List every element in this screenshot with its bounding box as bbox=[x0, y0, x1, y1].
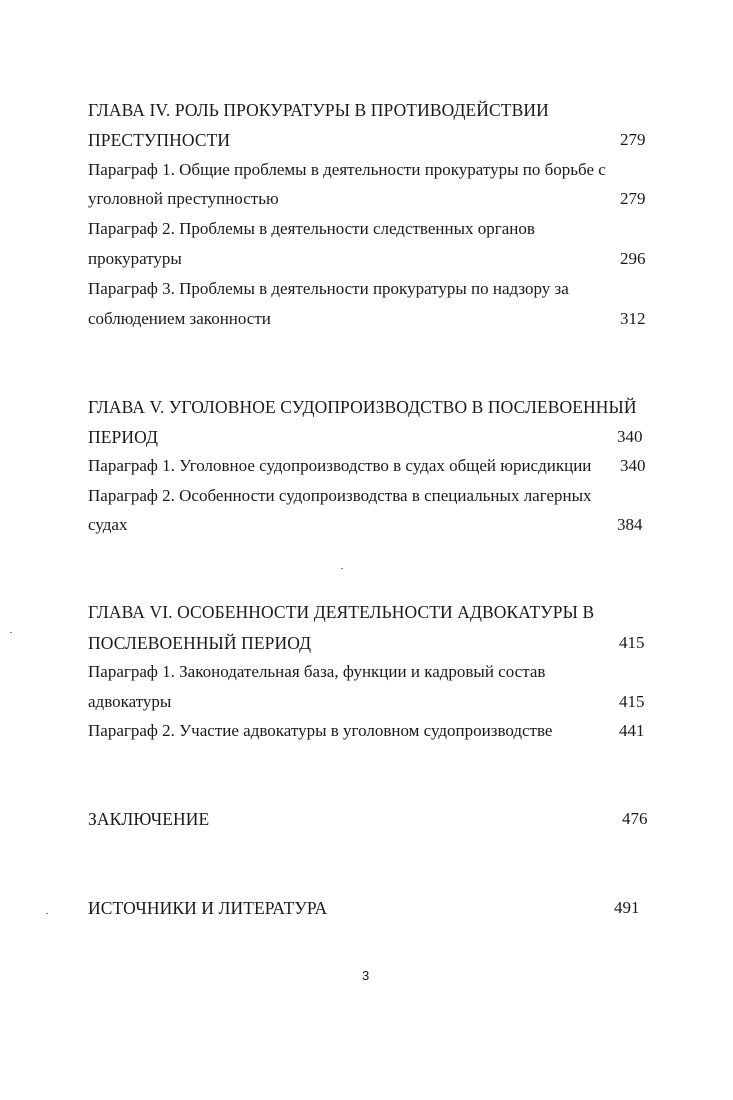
ch4-p2-line1: Параграф 2. Проблемы в деятельности следственных органов bbox=[88, 219, 535, 238]
ch4-p1-line1: Параграф 1. Общие проблемы в деятельности прокуратуры по борьбе с bbox=[88, 160, 606, 179]
ch5-page-number: 340 bbox=[617, 427, 643, 446]
ch5-p2-line1: Параграф 2. Особенности судопроизводства в специальных лагерных bbox=[88, 486, 592, 505]
ch5-title-line1: ГЛАВА V. УГОЛОВНОЕ СУДОПРОИЗВОДСТВО В ПОСЛЕВОЕННЫЙ bbox=[88, 397, 637, 417]
sources-title: ИСТОЧНИКИ И ЛИТЕРАТУРА bbox=[88, 898, 328, 918]
ch6-p1-line1: Параграф 1. Законодательная база, функции и кадровый состав bbox=[88, 662, 546, 681]
ch4-title-line2: ПРЕСТУПНОСТИ bbox=[88, 130, 231, 150]
ch6-p2-page-number: 441 bbox=[619, 721, 645, 740]
ch5-p2-line2: судах bbox=[88, 515, 128, 534]
ch4-p2-line2: прокуратуры bbox=[88, 249, 182, 268]
ch4-p2-page-number: 296 bbox=[620, 249, 646, 268]
ch6-p1-line2: адвокатуры bbox=[88, 692, 172, 711]
scan-speck bbox=[46, 913, 48, 914]
ch5-p2-page-number: 384 bbox=[617, 515, 643, 534]
sources-page-number: 491 bbox=[614, 898, 640, 917]
ch6-title-line2: ПОСЛЕВОЕННЫЙ ПЕРИОД bbox=[88, 633, 312, 653]
ch4-page-number: 279 bbox=[620, 130, 646, 149]
ch4-p1-line2: уголовной преступностью bbox=[88, 189, 279, 208]
ch4-p3-line2: соблюдением законности bbox=[88, 309, 271, 328]
ch5-p1-page-number: 340 bbox=[620, 456, 646, 475]
ch4-p1-page-number: 279 bbox=[620, 189, 646, 208]
ch4-title-line1: ГЛАВА IV. РОЛЬ ПРОКУРАТУРЫ В ПРОТИВОДЕЙСТВИИ bbox=[88, 100, 549, 120]
ch4-p3-line1: Параграф 3. Проблемы в деятельности прокуратуры по надзору за bbox=[88, 279, 569, 298]
ch6-p2-line1: Параграф 2. Участие адвокатуры в уголовном судопроизводстве bbox=[88, 721, 553, 740]
ch6-p1-page-number: 415 bbox=[619, 692, 645, 711]
conclusion-title: ЗАКЛЮЧЕНИЕ bbox=[88, 809, 210, 829]
ch5-p1-line1: Параграф 1. Уголовное судопроизводство в судах общей юрисдикции bbox=[88, 456, 592, 475]
ch5-title-line2: ПЕРИОД bbox=[88, 427, 159, 447]
conclusion-page-number: 476 bbox=[622, 809, 648, 828]
ch6-page-number: 415 bbox=[619, 633, 645, 652]
page-number: 3 bbox=[362, 968, 370, 983]
scan-speck bbox=[10, 632, 12, 633]
ch4-p3-page-number: 312 bbox=[620, 309, 646, 328]
scan-speck bbox=[341, 568, 343, 569]
ch6-title-line1: ГЛАВА VI. ОСОБЕННОСТИ ДЕЯТЕЛЬНОСТИ АДВОКАТУРЫ В bbox=[88, 602, 595, 622]
